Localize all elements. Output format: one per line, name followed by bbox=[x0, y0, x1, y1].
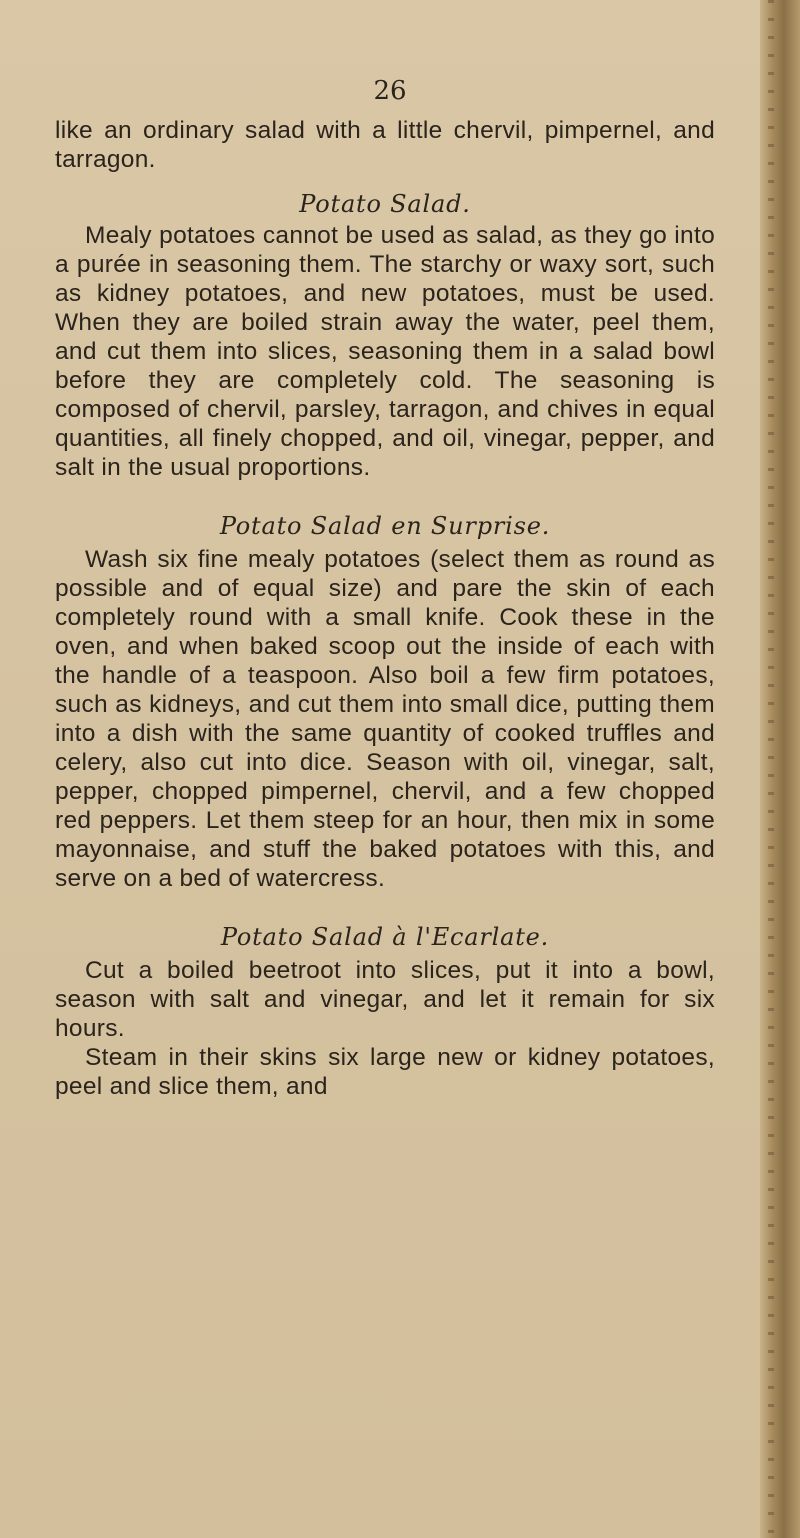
recipe-title-potato-salad-a-lecarlate: Potato Salad à l'Ecarlate. bbox=[220, 923, 550, 951]
recipe-body-potato-salad: Mealy potatoes cannot be used as salad, as they go into a purée in seasoning them. The starchy or waxy sort, such as kidney potatoes, and new potatoes, must be used. When they are boiled strain away the water, peel them, and cut them into slices, seasoning them in a salad bowl before they are completely cold. The seasoning is composed of chervil, parsley, tarragon, and chives in equal quantities, all finely chopped, and oil, vinegar, pepper, and salt in the usual proportions. bbox=[55, 222, 715, 481]
book-page-edge bbox=[760, 0, 800, 1538]
recipe-body-ecarlate-paragraph-1: Cut a boiled beetroot into slices, put it into a bowl, season with salt and vinegar, and let it remain for six hours. bbox=[55, 957, 715, 1042]
page-text bbox=[55, 116, 715, 1101]
recipe-title-potato-salad-en-surprise: Potato Salad en Surprise. bbox=[219, 512, 551, 540]
page-number: 26 bbox=[373, 76, 407, 106]
recipe-body-ecarlate-paragraph-2: Steam in their skins six large new or kidney potatoes, peel and slice them, and bbox=[55, 1044, 715, 1100]
recipe-body-potato-salad-en-surprise: Wash six fine mealy potatoes (select them as round as possible and of equal size) and pare the skin of each completely round with a small knife. Cook these in the oven, and when baked scoop out the inside of each with the handle of a teaspoon. Also boil a few firm potatoes, such as kidneys, and cut them into small dice, putting them into a dish with the same quantity of cooked truffles and celery, also cut into dice. Season with oil, vinegar, salt, pepper, chopped pimpernel, chervil, and a few chopped red peppers. Let them steep for an hour, then mix in some mayonnaise, and stuff the baked potatoes with this, and serve on a bed of watercress. bbox=[55, 546, 715, 892]
intro-paragraph: like an ordinary salad with a little chervil, pimpernel, and tarragon. bbox=[55, 117, 715, 173]
recipe-title-potato-salad: Potato Salad. bbox=[299, 190, 471, 218]
